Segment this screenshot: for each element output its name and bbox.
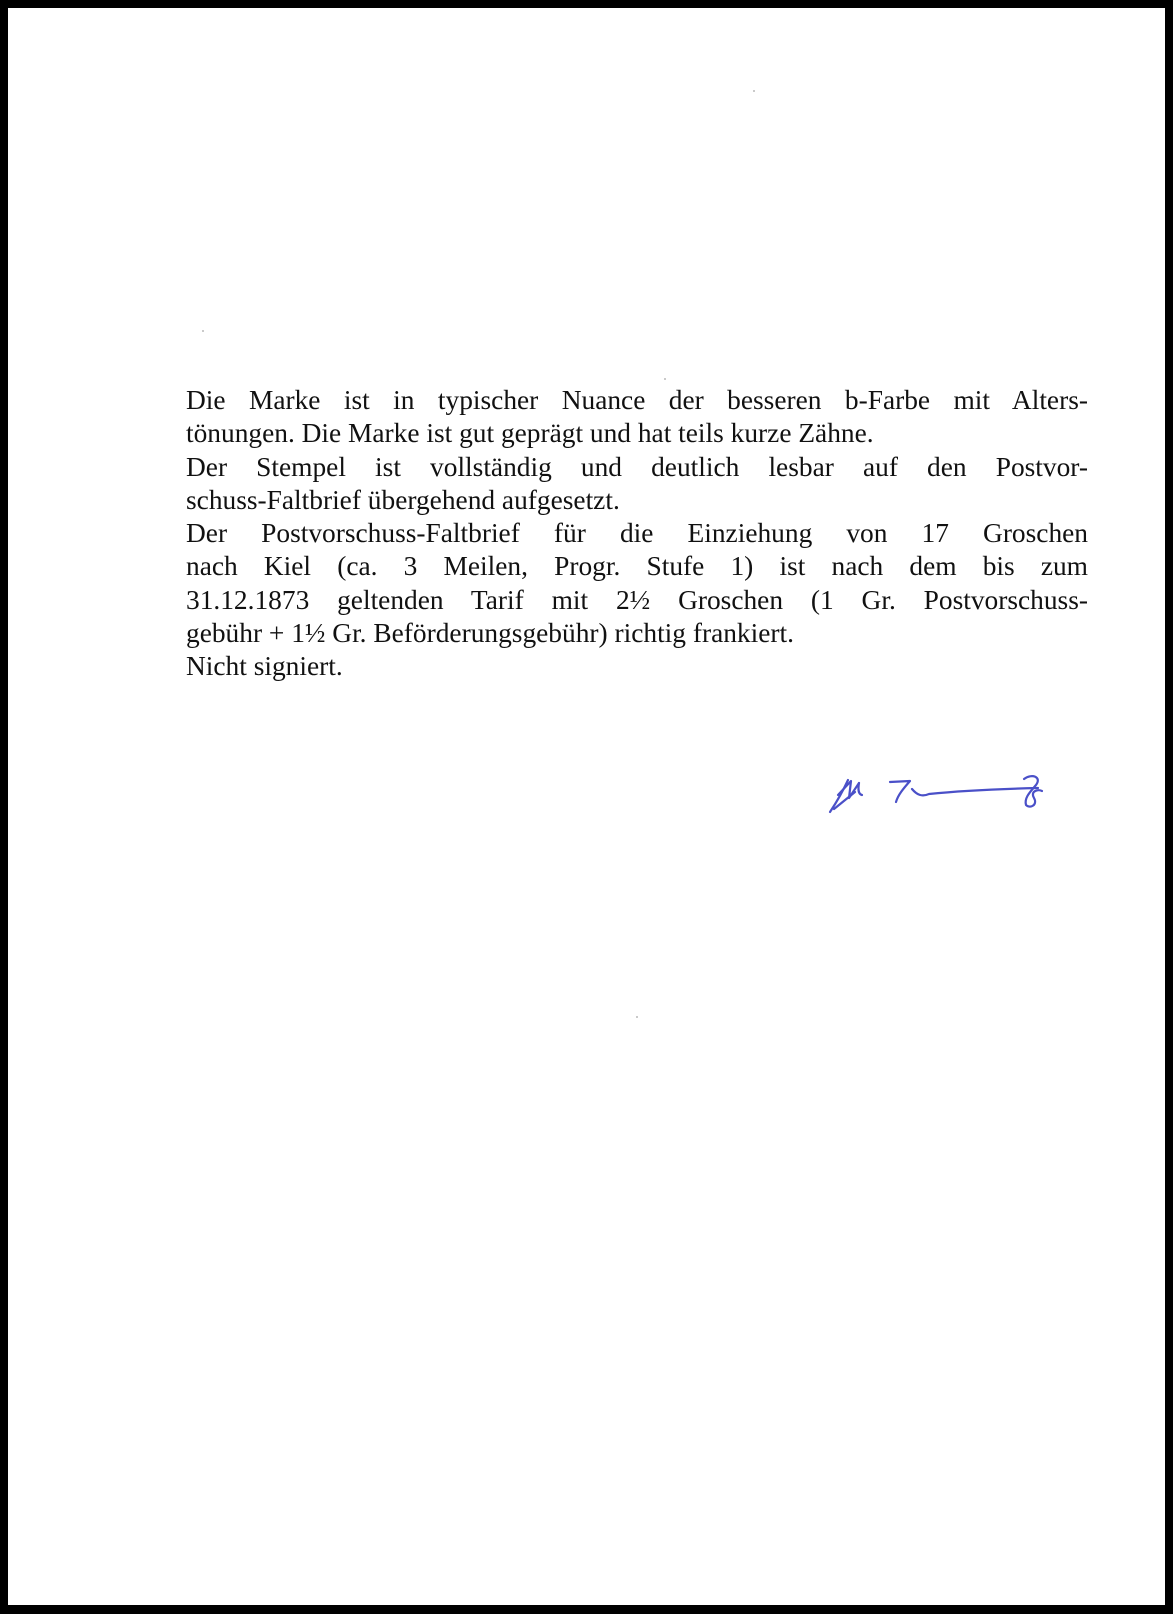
paper-speck <box>636 1016 638 1018</box>
statement-line-3: Der Stempel ist vollständig und deutlich lesbar auf den Postvor- <box>186 451 1088 482</box>
statement-line-9: Nicht signiert. <box>186 651 343 682</box>
statement-line-4: schuss-Faltbrief übergehend aufgesetzt. <box>186 484 620 515</box>
paper-speck <box>664 378 666 380</box>
statement-line-6: nach Kiel (ca. 3 Meilen, Progr. Stufe 1) ist nach dem bis zum <box>186 551 1088 582</box>
statement-line-2: tönungen. Die Marke ist gut geprägt und hat teils kurze Zähne. <box>186 418 874 449</box>
handwritten-signature <box>828 771 1078 831</box>
statement-line-8: gebühr + 1½ Gr. Beförderungsgebühr) richtig frankiert. <box>186 618 794 649</box>
statement-line-1: Die Marke ist in typischer Nuance der besseren b-Farbe mit Alters- <box>186 385 1088 415</box>
expertise-statement <box>186 384 1088 684</box>
statement-line-5: Der Postvorschuss-Faltbrief für die Einziehung von 17 Groschen <box>186 518 1088 549</box>
paper-speck <box>753 90 755 92</box>
statement-line-7: 31.12.1873 geltenden Tarif mit 2½ Groschen (1 Gr. Postvorschuss- <box>186 584 1088 615</box>
paper-speck <box>202 330 204 332</box>
